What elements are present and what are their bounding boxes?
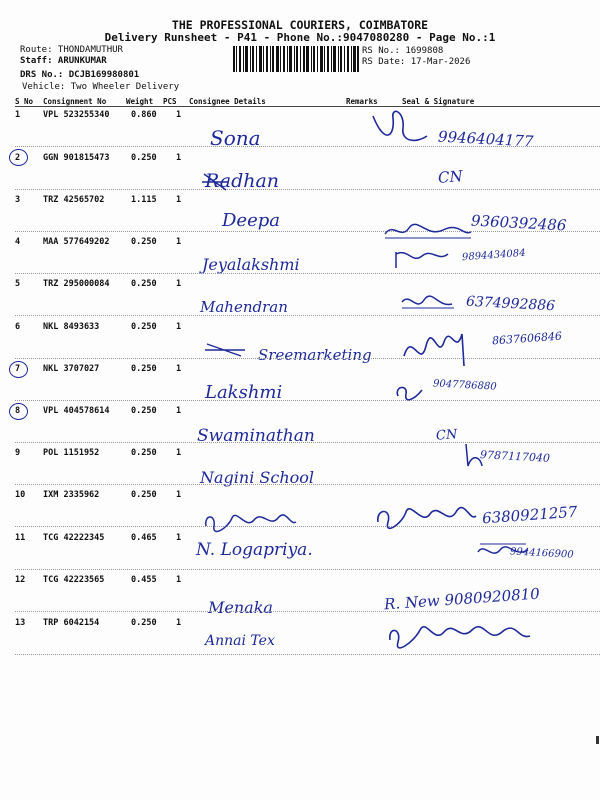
row-8-sno: 8 (15, 406, 21, 416)
row-3-pcs: 1 (176, 195, 182, 205)
row-6-weight: 0.250 (131, 322, 157, 332)
row-12-pcs: 1 (176, 575, 182, 585)
col-consignee: Consignee Details (189, 97, 266, 106)
row-1-weight: 0.860 (131, 110, 157, 120)
row-9-sno: 9 (15, 448, 21, 458)
signature-row-13 (384, 620, 534, 652)
row-3-sno: 3 (15, 195, 21, 205)
row-7-remark: 9047786880 (432, 378, 497, 393)
signature-row-7 (392, 380, 432, 404)
row-9-consignment: POL 1151952 (43, 448, 100, 458)
row-separator (15, 526, 600, 527)
col-weight: Weight (126, 97, 154, 106)
signature-row-5 (398, 290, 458, 316)
row-separator (15, 315, 600, 316)
row-1-remark: 9946404177 (437, 127, 534, 151)
col-pcs: PCS (163, 97, 177, 106)
row-4-consignment: MAA 577649202 (43, 237, 110, 247)
handwriting-row-10 (200, 506, 300, 536)
row-9-weight: 0.250 (131, 448, 157, 458)
row-2-remark: CN (437, 167, 464, 187)
row-4-weight: 0.250 (131, 237, 157, 247)
route-label: Route: THONDAMUTHUR (20, 45, 123, 55)
row-6-remark: 8637606846 (491, 329, 563, 348)
row-8-consignee-name: Swaminathan (197, 426, 315, 446)
signature-row-1 (365, 106, 435, 156)
row-10-consignment: IXM 2335962 (43, 490, 100, 500)
row-4-consignee-name: Jeyalakshmi (202, 255, 300, 274)
row-separator (15, 231, 600, 232)
sno-circle-8 (9, 403, 28, 420)
row-7-sno: 7 (15, 364, 21, 374)
row-7-pcs: 1 (176, 364, 182, 374)
signature-row-6 (398, 326, 478, 372)
row-11-remark: 9944166900 (509, 546, 574, 561)
scan-mark (596, 736, 599, 744)
row-7-consignment: NKL 3707027 (43, 364, 100, 374)
row-separator (15, 273, 600, 274)
sno-circle-7 (9, 361, 28, 378)
row-1-sno: 1 (15, 110, 21, 120)
row-8-remark: CN (435, 427, 458, 444)
row-6-sno: 6 (15, 322, 21, 332)
row-separator (15, 654, 600, 655)
row-3-consignee-name: Deepa (222, 210, 280, 231)
strikethrough-row-6 (201, 340, 251, 360)
row-2-consignment: GGN 901815473 (43, 153, 110, 163)
row-13-consignment: TRP 6042154 (43, 618, 100, 628)
row-11-weight: 0.465 (131, 533, 157, 543)
signature-row-11 (474, 540, 534, 562)
row-10-remark: 6380921257 (481, 502, 578, 528)
row-11-sno: 11 (15, 533, 26, 543)
runsheet-subtitle: Delivery Runsheet - P41 - Phone No.:9047080280 - Page No.:1 (104, 31, 496, 44)
row-separator (15, 146, 600, 147)
row-separator (15, 189, 600, 190)
row-2-pcs: 1 (176, 153, 182, 163)
signature-row-3 (383, 220, 473, 242)
row-13-pcs: 1 (176, 618, 182, 628)
row-5-weight: 0.250 (131, 279, 157, 289)
row-13-consignee-name: Annai Tex (205, 633, 275, 649)
rs-date: RS Date: 17-Mar-2026 (362, 57, 471, 67)
row-separator (15, 358, 600, 359)
row-4-pcs: 1 (176, 237, 182, 247)
vehicle-label: Vehicle: Two Wheeler Delivery (22, 82, 180, 92)
row-separator (15, 484, 600, 485)
col-remarks: Remarks (346, 97, 378, 106)
row-1-pcs: 1 (176, 110, 182, 120)
sno-circle-2 (9, 149, 28, 166)
rs-number: RS No.: 1699808 (362, 46, 444, 56)
row-4-sno: 4 (15, 237, 21, 247)
row-11-consignee-name: N. Logapriya. (196, 540, 313, 560)
row-1-consignment: VPL 523255340 (43, 110, 110, 120)
row-2-weight: 0.250 (131, 153, 157, 163)
row-3-remark: 9360392486 (470, 211, 567, 235)
row-12-remark: R. New 9080920810 (383, 584, 541, 614)
row-12-sno: 12 (15, 575, 26, 585)
row-7-weight: 0.250 (131, 364, 157, 374)
row-separator (15, 611, 600, 612)
row-13-weight: 0.250 (131, 618, 157, 628)
row-13-sno: 13 (15, 618, 26, 628)
row-6-pcs: 1 (176, 322, 182, 332)
strikethrough-row-2 (198, 170, 232, 194)
row-separator (15, 569, 600, 570)
row-12-weight: 0.455 (131, 575, 157, 585)
row-3-consignment: TRZ 42565702 (43, 195, 105, 205)
company-title: THE PROFESSIONAL COURIERS, COIMBATORE (171, 18, 429, 32)
row-9-remark: 9787117040 (479, 448, 551, 465)
row-separator (15, 442, 600, 443)
row-3-weight: 1.115 (131, 195, 157, 205)
row-2-consignee-name: Radhan (205, 170, 280, 192)
col-seal: Seal & Signature (402, 97, 475, 106)
row-5-remark: 6374992886 (465, 293, 556, 315)
staff-label: Staff: ARUNKUMAR (20, 56, 107, 66)
row-4-remark: 9894434084 (461, 247, 526, 264)
row-10-weight: 0.250 (131, 490, 157, 500)
header-rule (15, 106, 600, 107)
row-5-sno: 5 (15, 279, 21, 289)
row-9-pcs: 1 (176, 448, 182, 458)
row-6-consignee-name: Sreemarketing (258, 346, 372, 364)
signature-row-10 (372, 500, 480, 532)
row-5-consignee-name: Mahendran (200, 298, 288, 316)
row-9-consignee-name: Nagini School (200, 468, 315, 487)
row-separator (15, 400, 600, 401)
row-8-weight: 0.250 (131, 406, 157, 416)
row-2-sno: 2 (15, 153, 21, 163)
signature-row-9 (460, 442, 490, 470)
row-10-pcs: 1 (176, 490, 182, 500)
row-1-consignee-name: Sona (210, 126, 261, 150)
col-sno: S No (15, 97, 34, 106)
row-11-consignment: TCG 42222345 (43, 533, 105, 543)
row-8-consignment: VPL 404578614 (43, 406, 110, 416)
col-consignment: Consignment No (43, 97, 107, 106)
row-7-consignee-name: Lakshmi (205, 382, 283, 403)
row-5-consignment: TRZ 295000084 (43, 279, 110, 289)
drs-label: DRS No.: DCJB169980801 (20, 70, 140, 80)
barcode (233, 46, 359, 72)
row-12-consignee-name: Menaka (208, 598, 273, 617)
row-11-pcs: 1 (176, 533, 182, 543)
row-10-sno: 10 (15, 490, 26, 500)
signature-row-4 (392, 246, 452, 272)
row-6-consignment: NKL 8493633 (43, 322, 100, 332)
row-5-pcs: 1 (176, 279, 182, 289)
row-12-consignment: TCG 42223565 (43, 575, 105, 585)
row-8-pcs: 1 (176, 406, 182, 416)
